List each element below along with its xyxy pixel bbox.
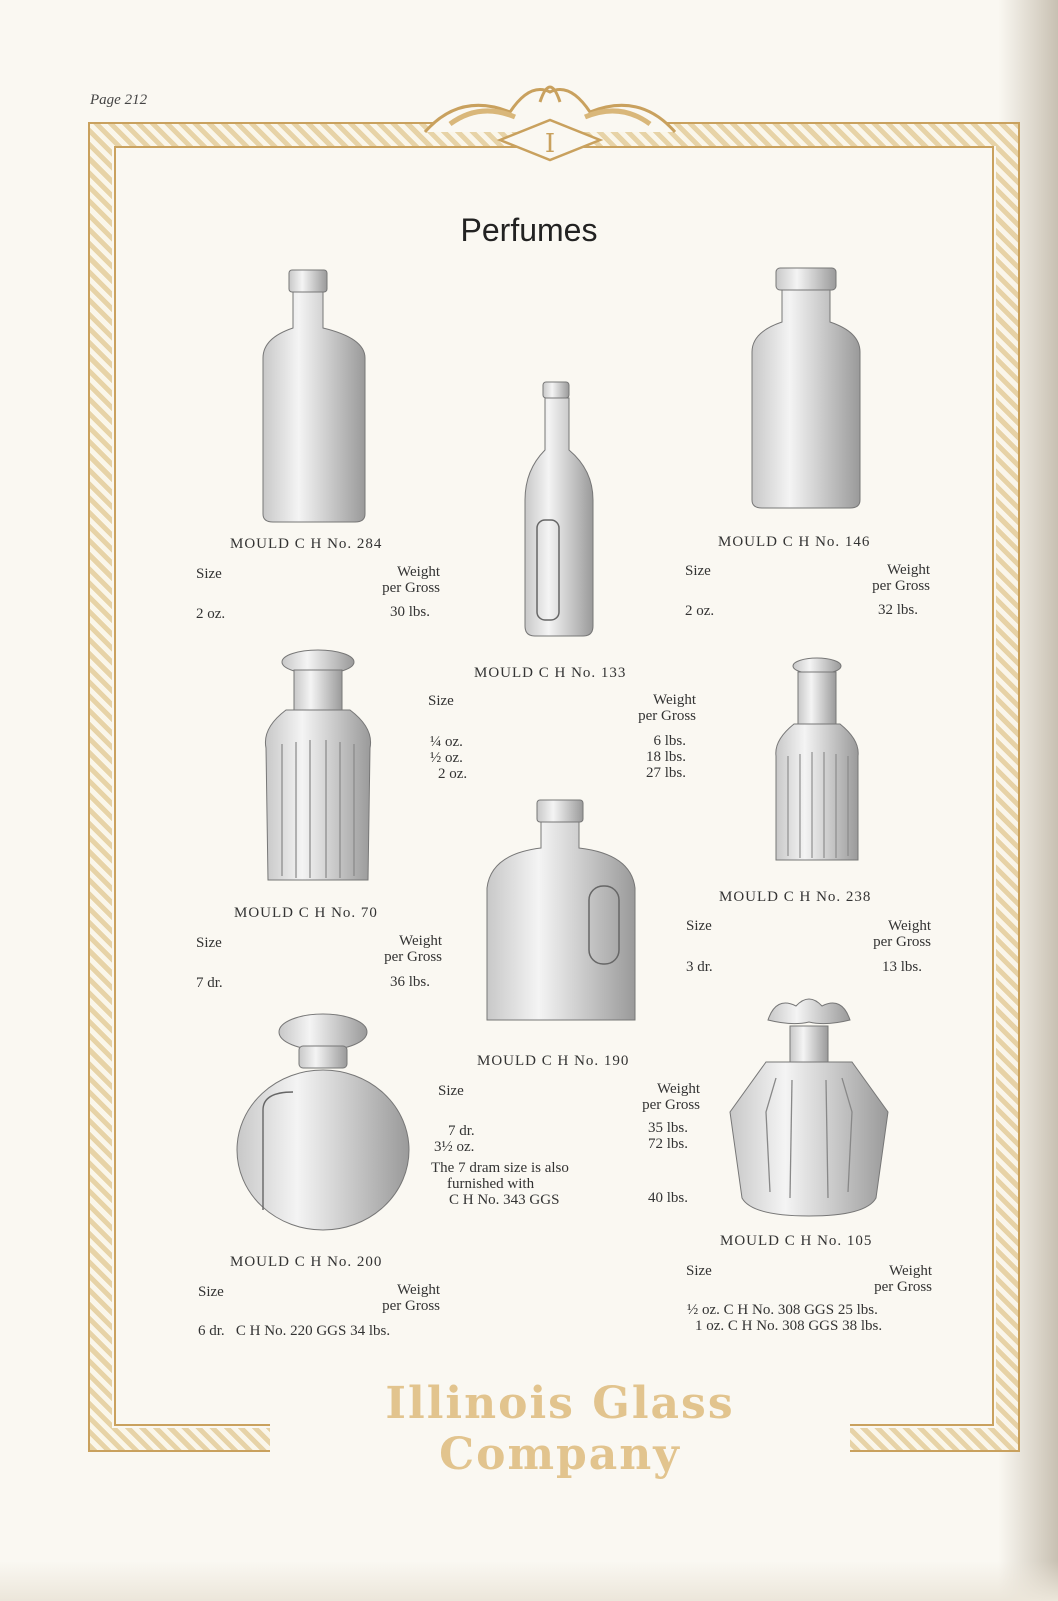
- bottle-ch105-image: [726, 992, 892, 1220]
- mould-label-ch146: MOULD C H No. 146: [718, 534, 871, 550]
- alternate-note: The 7 dram size is also furnished with C H No. 343 GGS: [431, 1160, 569, 1208]
- bottle-ch284-image: [255, 268, 375, 524]
- mould-label-ch200: MOULD C H No. 200: [230, 1254, 383, 1270]
- crest-letter: I: [544, 129, 556, 159]
- size-header: Size: [198, 1284, 224, 1300]
- size-header: Size: [196, 935, 222, 951]
- size-value: 2 oz.: [685, 603, 715, 619]
- bottle-ch70-image: [256, 648, 380, 886]
- weight-header: Weight per Gross: [873, 918, 931, 950]
- weight-value: 32 lbs.: [877, 602, 918, 618]
- bottle-ch238-image: [772, 656, 862, 864]
- size-header: Size: [685, 563, 711, 579]
- size-header: Size: [438, 1083, 464, 1099]
- mould-label-ch70: MOULD C H No. 70: [234, 905, 378, 921]
- size-header: Size: [686, 918, 712, 934]
- crest-ornament: [420, 62, 680, 162]
- size-list: ¼ oz. ½ oz. 2 oz.: [430, 734, 468, 782]
- size-weight-line: 6 dr. C H No. 220 GGS 34 lbs.: [198, 1323, 391, 1339]
- bottle-ch146-image: [748, 266, 864, 510]
- size-weight-lines: ½ oz. C H No. 308 GGS 25 lbs. 1 oz. C H No. 308 GGS 38 lbs.: [687, 1302, 883, 1334]
- mould-label-ch105: MOULD C H No. 105: [720, 1233, 873, 1249]
- size-value: 2 oz.: [196, 606, 226, 622]
- mould-label-ch190: MOULD C H No. 190: [477, 1053, 630, 1069]
- weight-header: Weight per Gross: [638, 692, 696, 724]
- weight-header: Weight per Gross: [384, 933, 442, 965]
- bottle-ch133-image: [519, 380, 599, 640]
- page-number: Page 212: [90, 92, 148, 108]
- mould-label-ch238: MOULD C H No. 238: [719, 889, 872, 905]
- weight-value: 36 lbs.: [389, 974, 430, 990]
- size-value: 3 dr.: [686, 959, 713, 975]
- weight-header: Weight per Gross: [872, 562, 930, 594]
- weight-value: 13 lbs.: [881, 959, 922, 975]
- size-header: Size: [686, 1263, 712, 1279]
- weight-list: 35 lbs. 72 lbs.: [647, 1120, 688, 1152]
- size-header: Size: [428, 693, 454, 709]
- bottle-ch190-image: [481, 798, 641, 1026]
- weight-header: Weight per Gross: [874, 1263, 932, 1295]
- weight-header: Weight per Gross: [642, 1081, 700, 1113]
- weight-value: 30 lbs.: [389, 604, 430, 620]
- weight-list: 6 lbs. 18 lbs. 27 lbs.: [645, 733, 686, 781]
- weight-value: 40 lbs.: [647, 1190, 688, 1206]
- weight-header: Weight per Gross: [382, 564, 440, 596]
- size-value: 7 dr.: [196, 975, 223, 991]
- weight-header: Weight per Gross: [382, 1282, 440, 1314]
- size-list: 7 dr. 3½ oz.: [434, 1123, 475, 1155]
- company-name-footer: Illinois Glass Company: [270, 1378, 850, 1480]
- mould-label-ch133: MOULD C H No. 133: [474, 665, 627, 681]
- bottle-ch200-image: [233, 1010, 413, 1232]
- size-header: Size: [196, 566, 222, 582]
- page-bottom-shadow: [0, 1561, 1058, 1601]
- mould-label-ch284: MOULD C H No. 284: [230, 536, 383, 552]
- page-title: Perfumes: [460, 212, 598, 248]
